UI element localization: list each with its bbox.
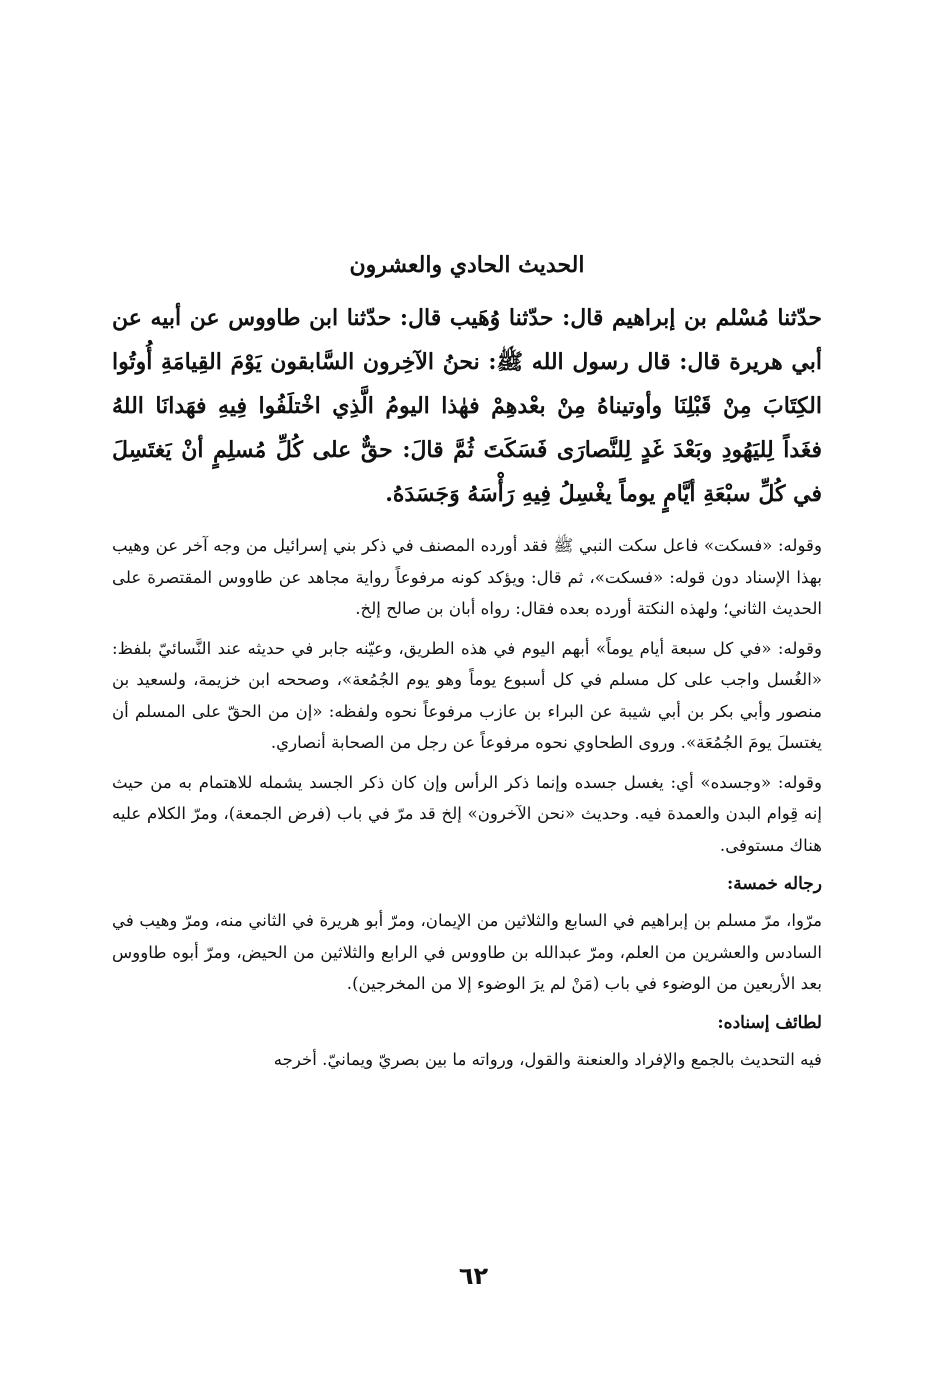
chapter-title: الحديث الحادي والعشرون	[349, 252, 585, 278]
page-number: ٦٢	[458, 1262, 489, 1290]
lataif-paragraph: فيه التحديث بالجمع والإفراد والعنعنة والقول، ورواته ما بين بصريّ ويمانيّ. أخرجه	[273, 1049, 822, 1069]
rijal-paragraph: مرّوا، مرّ مسلم بن إبراهيم في السابع والثلاثين من الإيمان، ومرّ أبو هريرة في الثاني منه، ومرّ وهيب في السادس والعشرين من العلم، ومرّ عبدالله بن طاووس في الرابع والثلاثين من الحيض، ومرّ أبوه طاووس بعد الأربعين من الوضوء في باب (مَنْ لم يرَ الوضوء إلا من المخرجين).	[112, 911, 822, 993]
page-content	[112, 248, 822, 1083]
lataif-heading: لطائف إسناده:	[717, 1012, 822, 1033]
rijal-heading: رجاله خمسة:	[726, 874, 822, 894]
commentary-paragraph-3: وقوله: «وجسده» أي: يغسل جسده وإنما ذكر الرأس وإن كان ذكر الجسد يشمله للاهتمام به من حيث إنه قِوام البدن والعمدة فيه. وحديث «نحن الآخرون» إلخ قد مرّ في باب (فرض الجمعة)، ومرّ الكلام عليه هناك مستوفى.	[112, 772, 822, 855]
commentary-paragraph-1: وقوله: «فسكت» فاعل سكت النبي ﷺ فقد أورده المصنف في ذكر بني إسرائيل من وجه آخر عن وهيب بهذا الإسناد دون قوله: «فسكت»، ثم قال: ويؤكد كونه مرفوعاً رواية مجاهد عن طاووس المقتصرة على الحديث الثاني؛ ولهذه النكتة أورده بعده فقال: رواه أبان بن صالح إلخ.	[112, 536, 822, 618]
commentary-paragraph-2: وقوله: «في كل سبعة أيام يوماً» أبهم اليوم في هذه الطريق، وعيّنه جابر في حديثه عند النَّسائيّ بلفظ: «الغُسل واجب على كل مسلم في كل أسبوع يوماً وهو يوم الجُمُعة»، وصححه ابن خزيمة، ولسعيد بن منصور وأبي بكر بن أبي شيبة عن البراء بن عازب مرفوعاً نحوه ولفظه: «إن من الحقّ على المسلم أن يغتسلَ يومَ الجُمُعَة». وروى الطحاوي نحوه مرفوعاً عن رجل من الصحابة أنصاري.	[112, 638, 822, 752]
hadith-text: حدّثنا مُسْلم بن إبراهيم قال: حدّثنا وُهَيب قال: حدّثنا ابن طاووس عن أبيه عن أبي هريرة قال: قال رسول الله ﷺ: نحنُ الآخِرون السَّابقون يَوْمَ القِيامَةِ أُوتُوا الكِتَابَ مِنْ قَبْلِنَا وأوتيناهُ مِنْ بعْدهِمْ فهٰذا اليومُ الَّذِي اخْتلَفُوا فِيهِ فهَدانَا اللهُ فغَداً لِليَهُودِ وبَعْدَ غَدٍ لِلنَّصارَى فَسَكَتَ ثُمَّ قالَ: حقٌّ على كُلِّ مُسلِمٍ أنْ يَغتَسِلَ في كُلِّ سبْعَةِ أيَّامٍ يوماً يغْسِلُ فِيهِ رَأْسَهُ وَجَسَدَهُ.	[112, 305, 822, 507]
